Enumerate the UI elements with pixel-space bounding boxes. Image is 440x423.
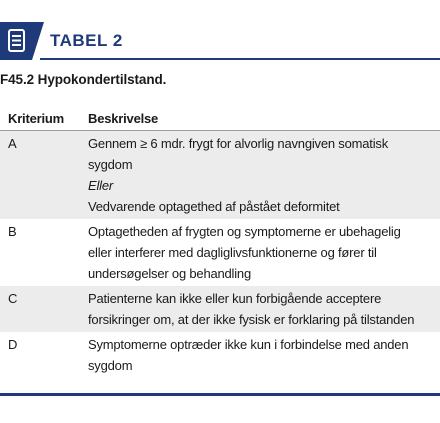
table-title: TABEL 2	[50, 31, 123, 50]
criterion-label: C	[8, 291, 18, 306]
table-row-b	[0, 219, 440, 286]
criterion-label: D	[8, 337, 18, 352]
criterion-description	[88, 221, 440, 284]
description-line: Patienterne kan ikke eller kun forbigående acceptere	[88, 291, 382, 306]
bottom-rule	[0, 393, 440, 396]
description-line: sygdom	[88, 157, 133, 172]
description-line: Gennem ≥ 6 mdr. frygt for alvorlig navngiven somatisk	[88, 136, 388, 151]
criterion-description	[88, 334, 440, 376]
description-line: eller interferer med dagliglivsfunktionerne og fører til	[88, 245, 377, 260]
description-line-italic: Eller	[88, 178, 114, 193]
column-header-description: Beskrivelse	[88, 110, 159, 126]
table-header	[0, 22, 440, 60]
criterion-description	[88, 133, 440, 217]
criteria-table	[0, 106, 440, 378]
description-line: Vedvarende optagethed af påstået deformitet	[88, 199, 340, 214]
description-line: undersøgelser og behandling	[88, 266, 251, 281]
table-badge	[0, 22, 44, 60]
description-line: Symptomerne optræder ikke kun i forbindelse med anden	[88, 337, 409, 352]
table-row-c	[0, 286, 440, 332]
criterion-description	[88, 288, 440, 330]
column-header-criterion: Kriterium	[8, 110, 64, 126]
criterion-label: B	[8, 224, 17, 239]
description-line: sygdom	[88, 358, 133, 373]
table-row-d	[0, 332, 440, 378]
document-list-icon	[0, 22, 44, 60]
table-caption: F45.2 Hypokondertilstand.	[0, 72, 167, 87]
header-rule	[40, 58, 440, 60]
criterion-label: A	[8, 136, 17, 151]
description-line: forsikringer om, at der ikke fysisk er forklaring på tilstanden	[88, 312, 415, 327]
table-header-row	[0, 106, 440, 131]
description-line: Optagetheden af frygten og symptomerne er ubehagelig	[88, 224, 401, 239]
table-row-a	[0, 131, 440, 219]
